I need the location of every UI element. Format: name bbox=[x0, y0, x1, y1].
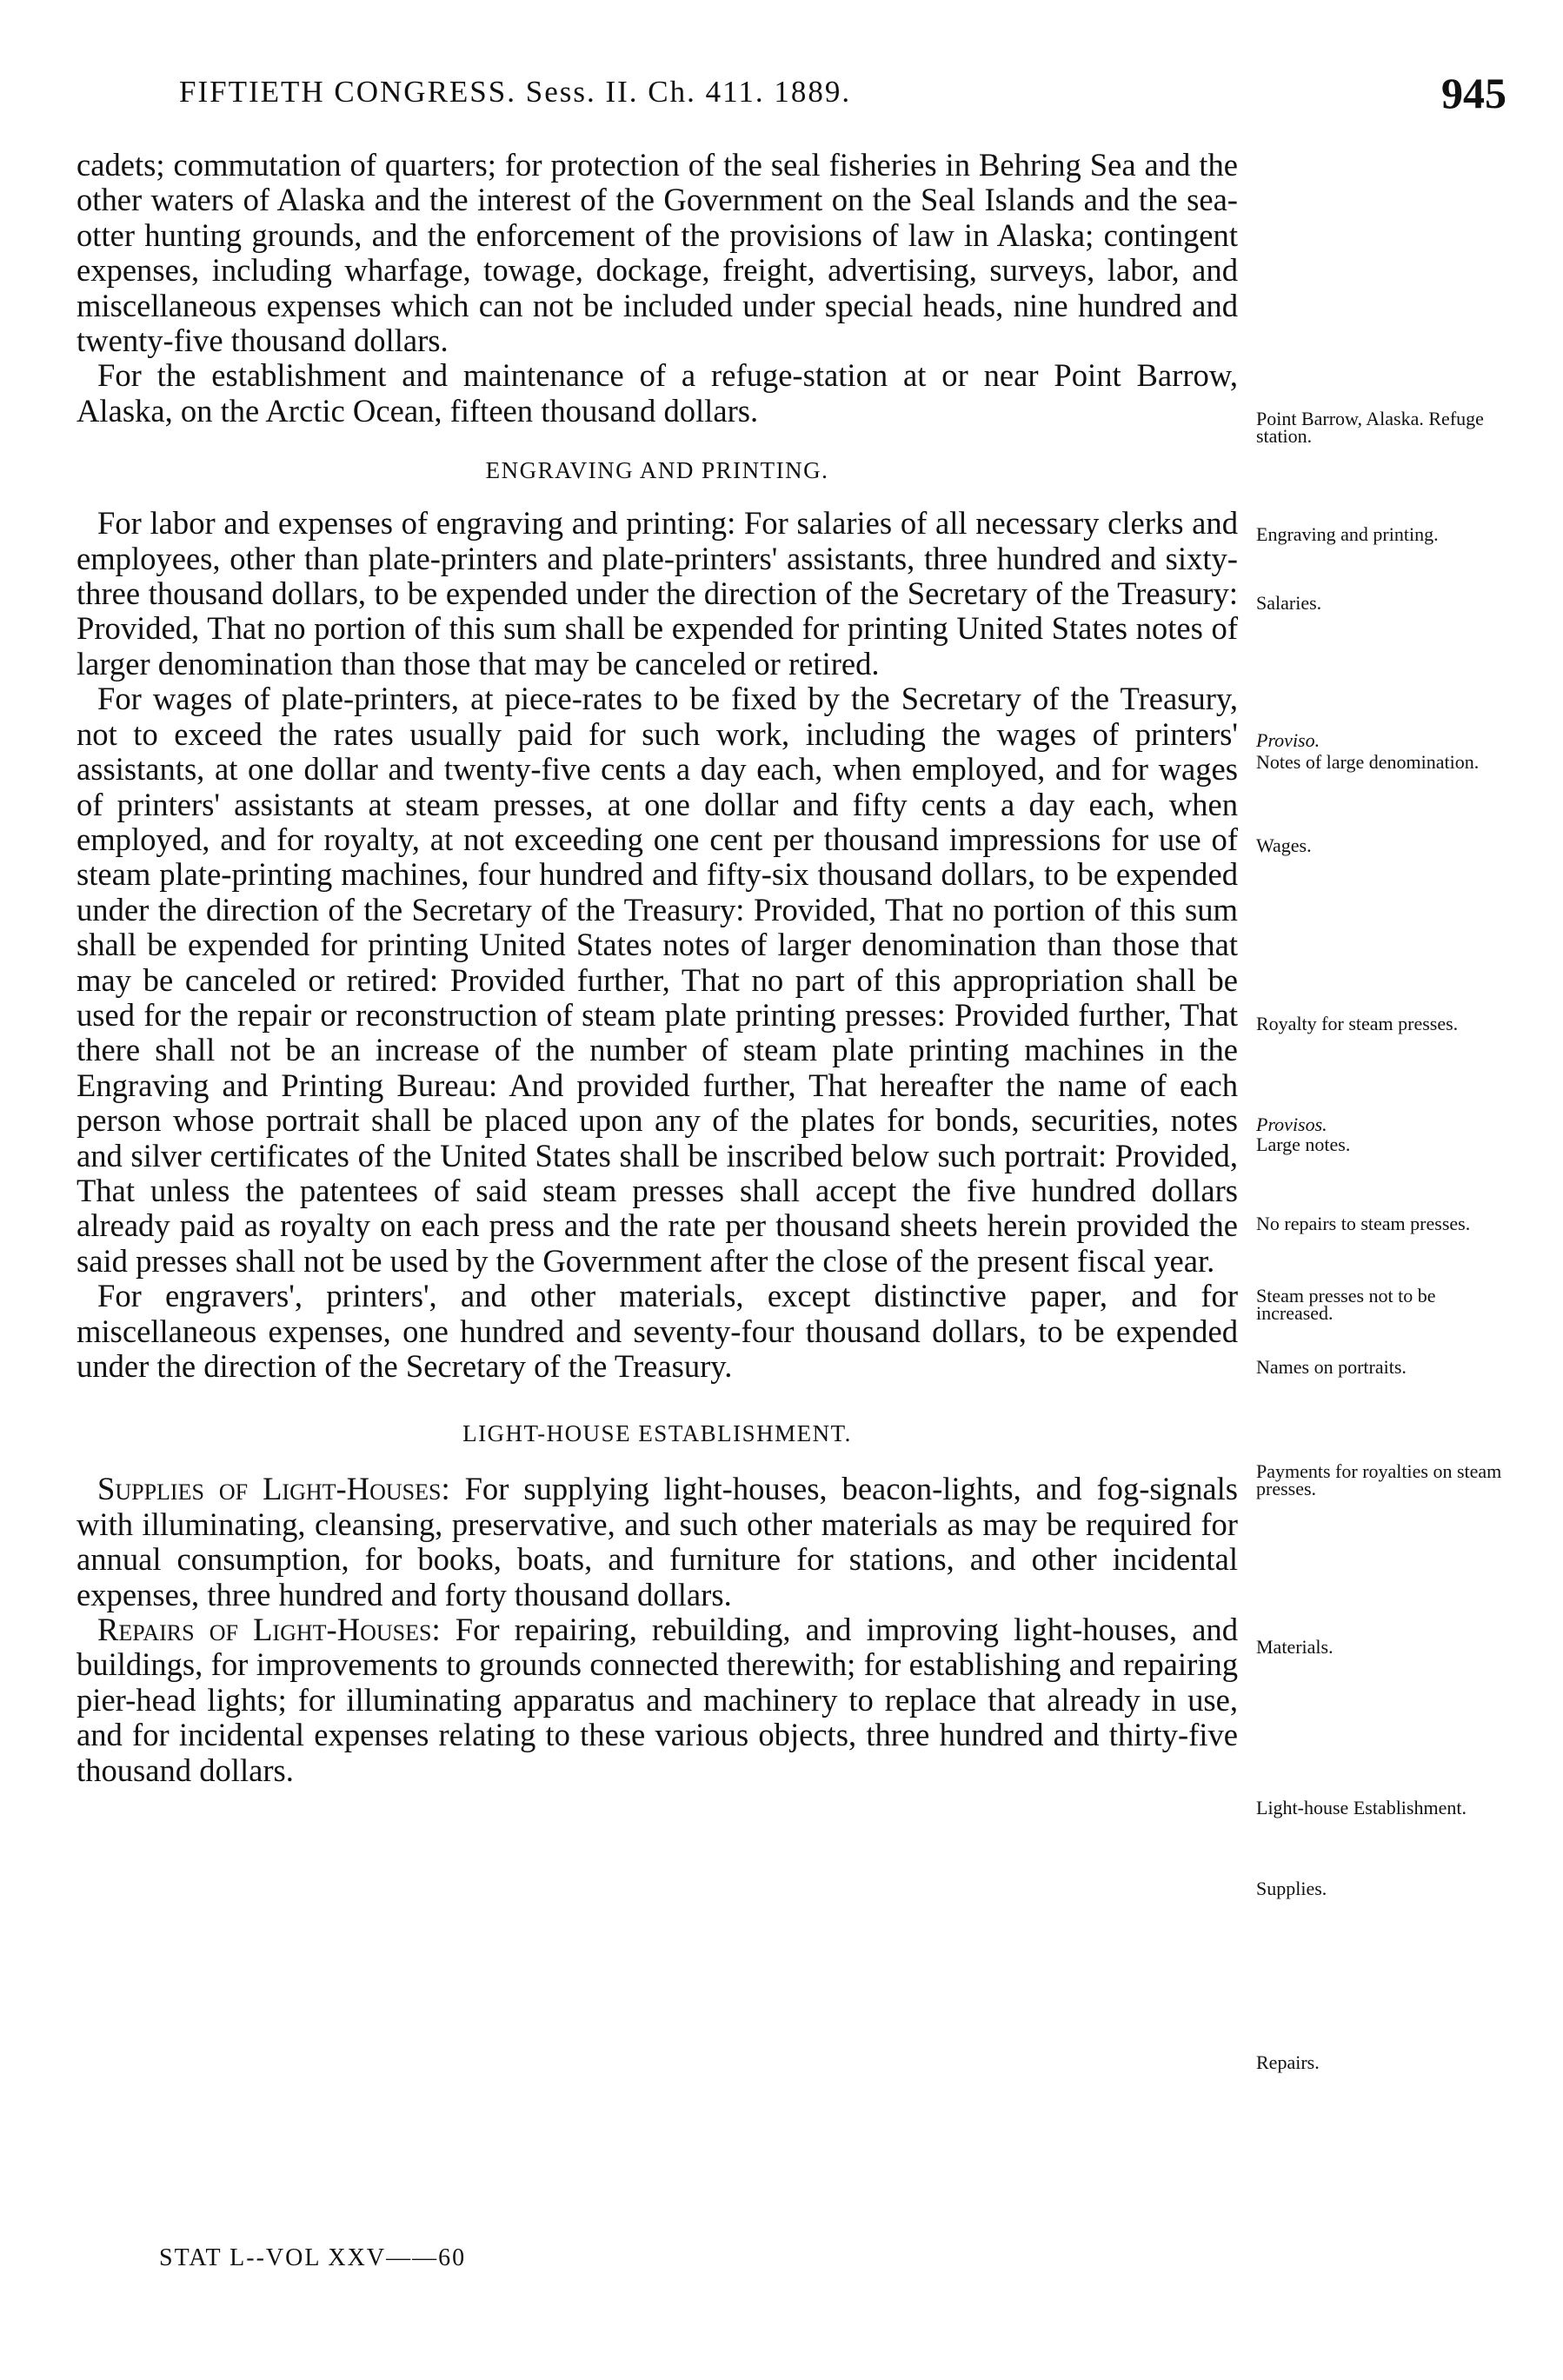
note-repairs: Repairs. bbox=[1256, 2051, 1320, 2073]
paragraph-cadets: cadets; commutation of quarters; for protection of the seal fisheries in Behring Sea and the other waters of Alaska and the interest of the Government on the Seal Islands and the sea-otter hunting grounds, and the enforcement of the provisions of law in Alaska; contingent expenses, including wharfage, towage, dockage, freight, advertising, surveys, labor, and miscellaneous expenses which can not be included under special heads, nine hundred and twenty-five thousand dollars. bbox=[76, 147, 1238, 359]
note-royalty: Royalty for steam presses. bbox=[1256, 1013, 1459, 1034]
paragraph-materials: For engravers', printers', and other materials, except distinctive paper, and for miscellaneous expenses, one hundred and seventy-four thousand dollars, to be expended under the direction of the Secretary of the Treasury. bbox=[76, 1278, 1238, 1384]
paragraph-supplies bbox=[76, 1472, 1238, 1612]
note-engraving: Engraving and printing. bbox=[1256, 523, 1439, 545]
supplies-text: For supplying light-houses, beacon-lights, and fog-signals with illuminating, cleansing, preservative, and such other materials as may be required for annual consumption, for books, boats, and furniture for stations, and other incidental expenses, three hundred and forty thousand dollars. bbox=[76, 1471, 1238, 1612]
running-title: FIFTIETH CONGRESS. Sess. II. Ch. 411. 1889. bbox=[179, 75, 852, 109]
note-no-repairs: No repairs to steam presses. bbox=[1256, 1213, 1471, 1234]
note-proviso bbox=[1256, 729, 1508, 751]
note-supplies: Supplies. bbox=[1256, 1878, 1327, 1899]
signature-mark: STAT L--VOL XXV——60 bbox=[159, 2244, 467, 2271]
note-point-barrow: Point Barrow, Alaska. Refuge station. bbox=[1256, 408, 1484, 447]
note-lighthouse: Light-house Establishment. bbox=[1256, 1797, 1467, 1818]
note-steam-presses: Steam presses not to be increased. bbox=[1256, 1285, 1436, 1324]
provisos-label: Provisos. bbox=[1256, 1114, 1327, 1135]
heading-engraving: ENGRAVING AND PRINTING. bbox=[485, 457, 829, 484]
note-payments-royalties: Payments for royalties on steam presses. bbox=[1256, 1460, 1502, 1499]
note-provisos bbox=[1256, 1116, 1508, 1133]
page-header bbox=[76, 68, 1506, 120]
note-salaries: Salaries. bbox=[1256, 592, 1322, 614]
repairs-lead: Repairs of Light-Houses: bbox=[97, 1612, 441, 1648]
note-large-notes: Large notes. bbox=[1256, 1133, 1351, 1155]
proviso-label: Proviso. bbox=[1256, 729, 1320, 751]
note-materials: Materials. bbox=[1256, 1636, 1334, 1658]
note-notes-large: Notes of large denomination. bbox=[1256, 751, 1480, 773]
paragraph-repairs bbox=[76, 1612, 1238, 1788]
main-text bbox=[76, 148, 1238, 1788]
paragraph-wages: For wages of plate-printers, at piece-rates to be fixed by the Secretary of the Treasury, not to exceed the rates usually paid for such work, including the wages of printers' assistants, at one dollar and twenty-five cents a day each, when employed, and for wages of printers' assistants at steam presses, at one dollar and fifty cents a day each, when employed, and for royalty, at not exceeding one cent per thousand impressions for use of steam plate-printing machines, four hundred and fifty-six thousand dollars, to be expended under the direction of the Secretary of the Treasury: Provided, That no portion of this sum shall be expended for printing United States notes of larger denomination than those that may be canceled or retired: Provided further, That no part of this appropriation shall be used for the repair or reconstruction of steam plate printing presses: Provided further, That there shall not be an increase of the number of steam plate printing machines in the Engraving and Printing Bureau: And provided further, That hereafter the name of each person whose portrait shall be placed upon any of the plates for bonds, securities, notes and silver certificates of the United States shall be inscribed below such portrait: Provided, That unless the patentees of said steam presses shall accept the five hundred dollars already paid as royalty on each press and the rate per thousand sheets herein provided the said presses shall not be used by the Government after the close of the present fiscal year. bbox=[76, 681, 1238, 1279]
supplies-lead: Supplies of Light-Houses: bbox=[97, 1471, 450, 1507]
heading-lighthouse: LIGHT-HOUSE ESTABLISHMENT. bbox=[462, 1420, 852, 1447]
paragraph-point-barrow: For the establishment and maintenance of a refuge-station at or near Point Barrow, Alaska, on the Arctic Ocean, fifteen thousand dollars. bbox=[76, 357, 1238, 429]
paragraph-salaries: For labor and expenses of engraving and printing: For salaries of all necessary clerks and employees, other than plate-printers and plate-printers' assistants, three hundred and sixty-three thousand dollars, to be expended under the direction of the Secretary of the Treasury: Provided, That no portion of this sum shall be expended for printing United States notes of larger denomination than those that may be canceled or retired. bbox=[76, 505, 1238, 681]
note-wages: Wages. bbox=[1256, 834, 1312, 856]
note-names-portraits: Names on portraits. bbox=[1256, 1356, 1407, 1378]
repairs-text: For repairing, rebuilding, and improving light-houses, and buildings, for improvements to grounds connected therewith; for establishing and repairing pier-head lights; for illuminating apparatus and machinery to replace that already in use, and for incidental expenses relating to these various objects, three hundred and thirty-five thousand dollars. bbox=[76, 1612, 1239, 1788]
page-number: 945 bbox=[1441, 69, 1506, 117]
